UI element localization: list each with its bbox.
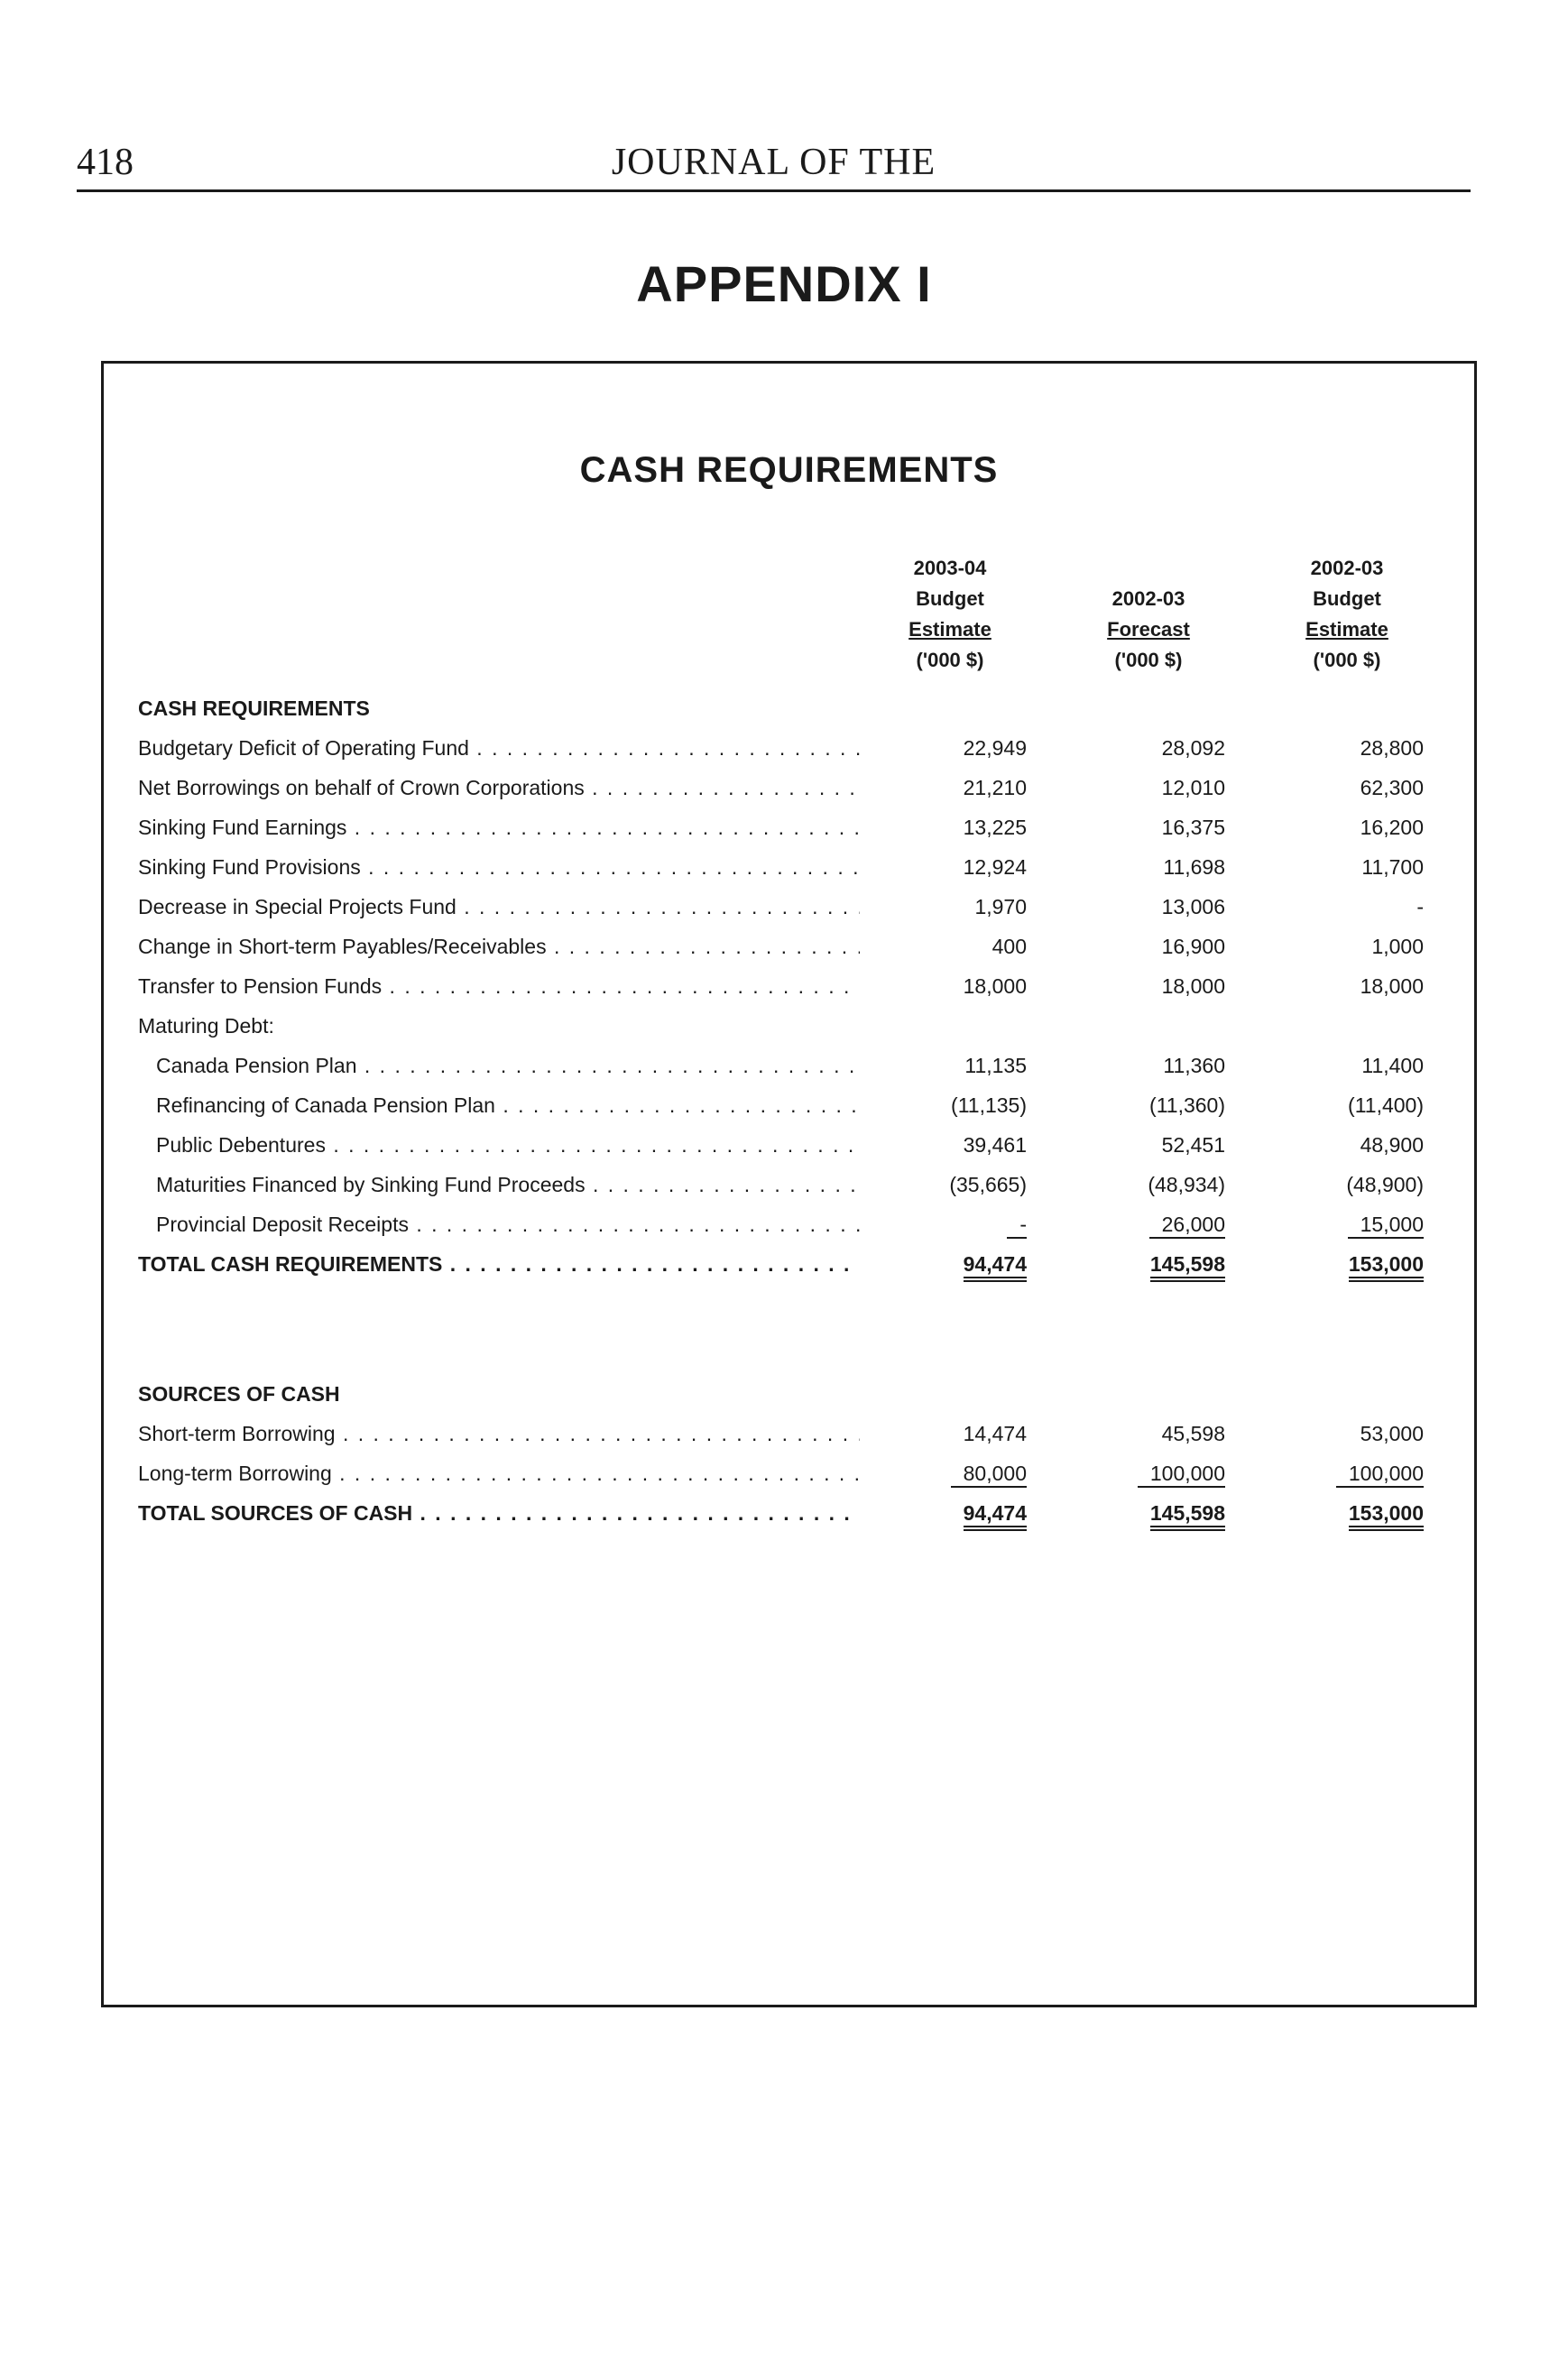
cell-value: 94,474 bbox=[873, 1493, 1027, 1533]
cell-value: 100,000 bbox=[1270, 1453, 1424, 1493]
page-header bbox=[77, 135, 1471, 192]
table-row bbox=[104, 807, 1474, 847]
cell-value: (11,360) bbox=[1149, 1093, 1225, 1117]
journal-title: JOURNAL OF THE bbox=[611, 142, 936, 183]
table-row bbox=[104, 966, 1474, 1006]
cell-value: 145,598 bbox=[1072, 1493, 1225, 1533]
cell-value: 62,300 bbox=[1360, 776, 1424, 799]
cell-value: 18,000 bbox=[1161, 974, 1225, 998]
cell-value: 22,949 bbox=[963, 736, 1027, 760]
cell-value: 16,200 bbox=[1360, 816, 1424, 839]
table-row bbox=[104, 1453, 1474, 1493]
column-header-2003-04-budget bbox=[873, 553, 1027, 676]
cell-value: 16,375 bbox=[1161, 816, 1225, 839]
column-header-line: Estimate bbox=[1305, 618, 1388, 641]
row-label: TOTAL SOURCES OF CASH . . . bbox=[138, 1493, 860, 1533]
cell-value: 100,000 bbox=[1072, 1453, 1225, 1493]
cell-value: 13,006 bbox=[1161, 895, 1225, 918]
table-row bbox=[104, 1414, 1474, 1453]
cell-value: 39,461 bbox=[963, 1133, 1027, 1157]
subheading-maturing-debt bbox=[104, 1006, 1474, 1046]
table-row bbox=[104, 1125, 1474, 1165]
column-header-line: Forecast bbox=[1107, 618, 1190, 641]
appendix-title: APPENDIX I bbox=[636, 255, 932, 312]
row-label: Maturities Financed by Sinking Fund Proceeds . . . bbox=[156, 1165, 860, 1204]
section-heading-cash-requirements bbox=[104, 688, 1474, 728]
cell-value: 11,360 bbox=[1163, 1054, 1225, 1077]
cell-value: 1,000 bbox=[1371, 935, 1424, 958]
cell-value: 18,000 bbox=[963, 974, 1027, 998]
cell-value: 28,092 bbox=[1161, 736, 1225, 760]
cash-requirements-table bbox=[101, 361, 1477, 2007]
column-header-2002-03-forecast bbox=[1072, 553, 1225, 676]
cell-value: 11,400 bbox=[1361, 1054, 1424, 1077]
cell-value: 80,000 bbox=[873, 1453, 1027, 1493]
row-label: Sinking Fund Earnings . . . bbox=[138, 807, 860, 847]
cell-value: 28,800 bbox=[1360, 736, 1424, 760]
cell-value: (11,400) bbox=[1348, 1093, 1424, 1117]
cell-value: 13,225 bbox=[963, 816, 1027, 839]
row-label: Refinancing of Canada Pension Plan . . . bbox=[156, 1085, 860, 1125]
row-label: Transfer to Pension Funds . . . bbox=[138, 966, 860, 1006]
cell-value: 12,010 bbox=[1161, 776, 1225, 799]
cell-value: 11,700 bbox=[1361, 855, 1424, 879]
cell-value: 11,135 bbox=[964, 1054, 1027, 1077]
row-label: Net Borrowings on behalf of Crown Corporations . . . bbox=[138, 768, 860, 807]
column-header-line: Estimate bbox=[909, 618, 992, 641]
cell-value: 45,598 bbox=[1161, 1422, 1225, 1445]
row-label: Maturing Debt: bbox=[138, 1014, 274, 1038]
cell-value: 16,900 bbox=[1161, 935, 1225, 958]
row-label: Change in Short-term Payables/Receivables . . . bbox=[138, 927, 860, 966]
cell-value: 26,000 bbox=[1072, 1204, 1225, 1244]
cell-value: (48,934) bbox=[1148, 1173, 1225, 1196]
column-header-line: 2002-03 bbox=[1111, 587, 1185, 610]
table-row bbox=[104, 887, 1474, 927]
column-header-line: Budget bbox=[1313, 587, 1381, 610]
cell-value: 145,598 bbox=[1072, 1244, 1225, 1284]
table-title: CASH REQUIREMENTS bbox=[579, 450, 999, 490]
column-header-line: 2002-03 bbox=[1310, 557, 1384, 579]
row-label: Decrease in Special Projects Fund . . . bbox=[138, 887, 860, 927]
column-header-2002-03-budget bbox=[1270, 553, 1424, 676]
row-label: Canada Pension Plan . . . bbox=[156, 1046, 860, 1085]
column-header-line: 2003-04 bbox=[913, 557, 987, 579]
cell-value: (48,900) bbox=[1346, 1173, 1424, 1196]
page-number: 418 bbox=[77, 142, 134, 183]
column-header-line: ('000 $) bbox=[1313, 649, 1381, 671]
cell-value: 48,900 bbox=[1360, 1133, 1424, 1157]
row-label: CASH REQUIREMENTS bbox=[138, 696, 370, 720]
total-row-cash-requirements bbox=[104, 1244, 1474, 1284]
cell-value: 1,970 bbox=[974, 895, 1027, 918]
cell-value: 12,924 bbox=[963, 855, 1027, 879]
column-header-line: Budget bbox=[916, 587, 984, 610]
cell-value: (11,135) bbox=[951, 1093, 1027, 1117]
cell-value: 153,000 bbox=[1270, 1493, 1424, 1533]
table-row bbox=[104, 768, 1474, 807]
cell-value: 11,698 bbox=[1163, 855, 1225, 879]
table-row bbox=[104, 1085, 1474, 1125]
row-label: Short-term Borrowing . . . bbox=[138, 1414, 860, 1453]
column-header-line: ('000 $) bbox=[1114, 649, 1183, 671]
cell-value: (35,665) bbox=[949, 1173, 1027, 1196]
row-label: Provincial Deposit Receipts . . . bbox=[156, 1204, 860, 1244]
cell-value: - bbox=[1416, 895, 1424, 918]
cell-value: 15,000 bbox=[1270, 1204, 1424, 1244]
table-row bbox=[104, 728, 1474, 768]
table-row bbox=[104, 1046, 1474, 1085]
table-row bbox=[104, 847, 1474, 887]
table-row bbox=[104, 1165, 1474, 1204]
row-label: TOTAL CASH REQUIREMENTS . . . bbox=[138, 1244, 860, 1284]
cell-value: 14,474 bbox=[963, 1422, 1027, 1445]
column-header-line: ('000 $) bbox=[916, 649, 984, 671]
cell-value: - bbox=[873, 1204, 1027, 1244]
row-label: Public Debentures . . . bbox=[156, 1125, 860, 1165]
table-row bbox=[104, 927, 1474, 966]
cell-value: 153,000 bbox=[1270, 1244, 1424, 1284]
row-label: Long-term Borrowing . . . bbox=[138, 1453, 860, 1493]
section-heading-sources-of-cash bbox=[104, 1374, 1474, 1414]
cell-value: 400 bbox=[992, 935, 1027, 958]
table-row bbox=[104, 1204, 1474, 1244]
cell-value: 18,000 bbox=[1360, 974, 1424, 998]
cell-value: 21,210 bbox=[963, 776, 1027, 799]
total-row-sources-of-cash bbox=[104, 1493, 1474, 1533]
row-label: Sinking Fund Provisions . . . bbox=[138, 847, 860, 887]
cell-value: 94,474 bbox=[873, 1244, 1027, 1284]
cell-value: 52,451 bbox=[1161, 1133, 1225, 1157]
row-label: Budgetary Deficit of Operating Fund . . . bbox=[138, 728, 860, 768]
row-label: SOURCES OF CASH bbox=[138, 1382, 340, 1406]
column-header-line bbox=[1072, 553, 1225, 584]
cell-value: 53,000 bbox=[1360, 1422, 1424, 1445]
column-headers bbox=[104, 553, 1474, 679]
